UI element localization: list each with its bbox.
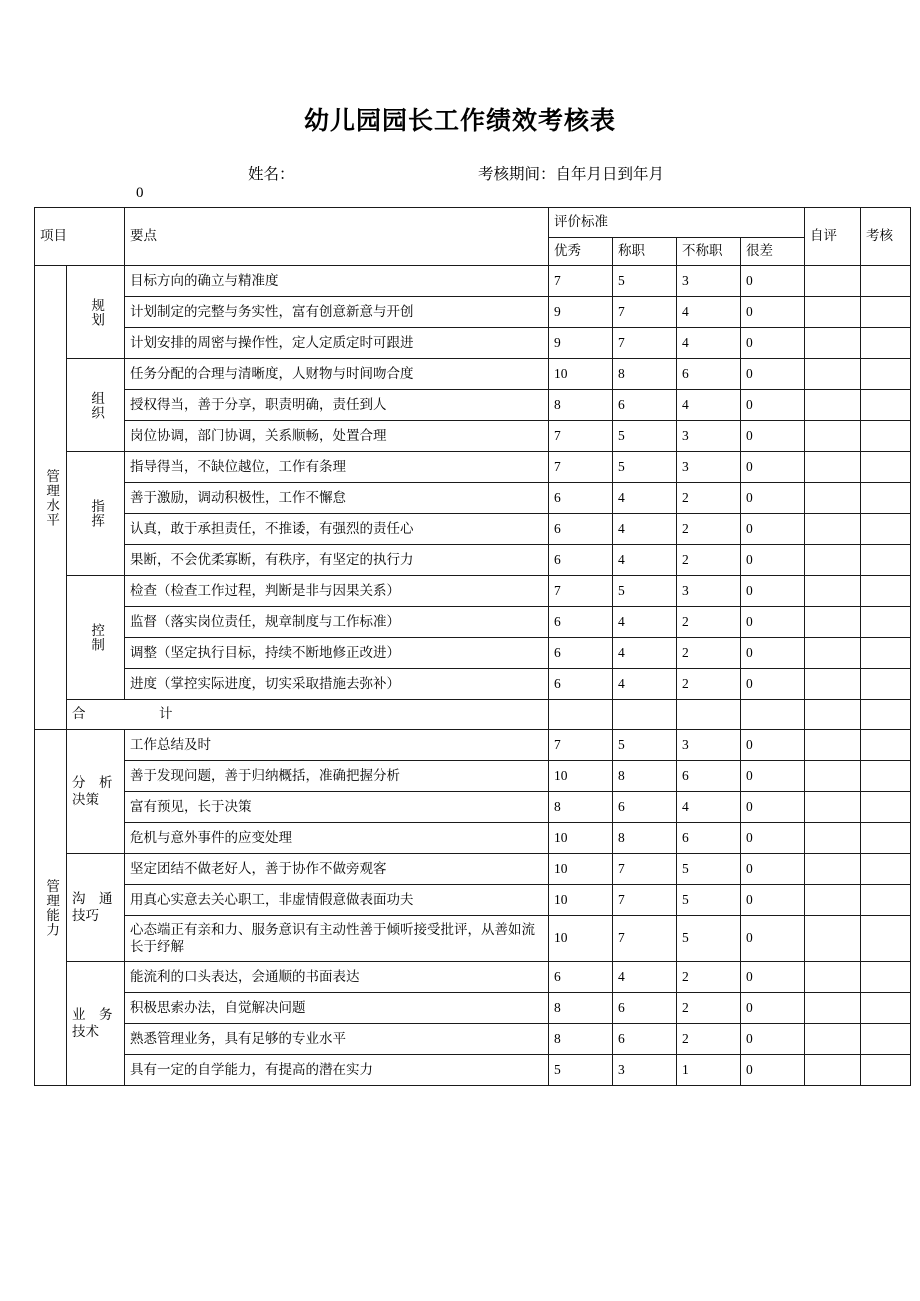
score-poor: 0 (741, 514, 805, 545)
score-competent: 4 (613, 545, 677, 576)
assessment-input[interactable] (861, 545, 911, 576)
assessment-input[interactable] (861, 483, 911, 514)
total-poor[interactable] (741, 700, 805, 730)
score-competent: 6 (613, 1024, 677, 1055)
self-eval-input[interactable] (805, 328, 861, 359)
score-poor: 0 (741, 962, 805, 993)
score-excellent: 6 (549, 514, 613, 545)
score-excellent: 10 (549, 823, 613, 854)
score-competent: 7 (613, 916, 677, 962)
group-label-text: 规划 (89, 297, 105, 327)
score-incompetent: 2 (677, 1024, 741, 1055)
score-excellent: 6 (549, 607, 613, 638)
score-excellent: 7 (549, 452, 613, 483)
self-eval-input[interactable] (805, 297, 861, 328)
assessment-input[interactable] (861, 885, 911, 916)
score-incompetent: 4 (677, 297, 741, 328)
score-competent: 4 (613, 638, 677, 669)
score-excellent: 7 (549, 266, 613, 297)
point-text: 计划制定的完整与务实性，富有创意新意与开创 (125, 297, 549, 328)
point-text: 认真，敢于承担责任，不推诿，有强烈的责任心 (125, 514, 549, 545)
point-text: 指导得当，不缺位越位，工作有条理 (125, 452, 549, 483)
point-text: 目标方向的确立与精准度 (125, 266, 549, 297)
table-row (35, 761, 911, 792)
score-poor: 0 (741, 761, 805, 792)
score-poor: 0 (741, 730, 805, 761)
score-incompetent: 2 (677, 669, 741, 700)
score-competent: 5 (613, 576, 677, 607)
point-text: 能流利的口头表达，会通顺的书面表达 (125, 962, 549, 993)
self-eval-input[interactable] (805, 1055, 861, 1086)
score-excellent: 6 (549, 669, 613, 700)
score-excellent: 7 (549, 421, 613, 452)
score-competent: 7 (613, 328, 677, 359)
total-label: 合 计 (67, 700, 549, 730)
group-label-text: 指挥 (89, 499, 105, 528)
score-excellent: 6 (549, 545, 613, 576)
header-criteria-group: 评价标准 (549, 208, 805, 238)
score-competent: 7 (613, 885, 677, 916)
table-row (35, 638, 911, 669)
self-eval-input[interactable] (805, 514, 861, 545)
group-label (67, 452, 125, 576)
score-incompetent: 6 (677, 359, 741, 390)
header-assessment: 考核 (861, 208, 911, 266)
score-incompetent: 6 (677, 761, 741, 792)
score-poor: 0 (741, 916, 805, 962)
period-field-label: 考核期间：自年月日到年月 (478, 165, 665, 183)
score-incompetent: 1 (677, 1055, 741, 1086)
score-competent: 5 (613, 421, 677, 452)
table-row (35, 885, 911, 916)
table-row (35, 962, 911, 993)
score-incompetent: 5 (677, 916, 741, 962)
table-row (35, 792, 911, 823)
score-excellent: 8 (549, 390, 613, 421)
score-poor: 0 (741, 792, 805, 823)
score-competent: 5 (613, 266, 677, 297)
score-incompetent: 2 (677, 962, 741, 993)
table-body (35, 266, 911, 1086)
section-label-text: 管理能力 (44, 878, 60, 937)
score-competent: 8 (613, 823, 677, 854)
assessment-input[interactable] (861, 761, 911, 792)
group-label-text: 控制 (89, 623, 105, 652)
score-excellent: 10 (549, 359, 613, 390)
self-eval-input[interactable] (805, 421, 861, 452)
group-label (67, 359, 125, 452)
group-label (67, 730, 125, 854)
assessment-input[interactable] (861, 266, 911, 297)
score-incompetent: 4 (677, 390, 741, 421)
header-project: 项目 (35, 208, 125, 266)
score-incompetent: 3 (677, 730, 741, 761)
assessment-input[interactable] (861, 669, 911, 700)
point-text: 检查（检查工作过程，判断是非与因果关系） (125, 576, 549, 607)
self-eval-input[interactable] (805, 730, 861, 761)
score-incompetent: 3 (677, 421, 741, 452)
score-competent: 6 (613, 792, 677, 823)
self-eval-input[interactable] (805, 854, 861, 885)
self-eval-input[interactable] (805, 916, 861, 962)
score-competent: 6 (613, 390, 677, 421)
score-poor: 0 (741, 1024, 805, 1055)
header-point: 要点 (125, 208, 549, 266)
group-label-line1: 分 析 (72, 774, 113, 790)
score-competent: 3 (613, 1055, 677, 1086)
table-row (35, 483, 911, 514)
assessment-input[interactable] (861, 359, 911, 390)
table-row (35, 359, 911, 390)
score-incompetent: 5 (677, 885, 741, 916)
group-label (67, 266, 125, 359)
point-text: 积极思索办法，自觉解决问题 (125, 993, 549, 1024)
assessment-input[interactable] (861, 607, 911, 638)
table-row (35, 421, 911, 452)
score-poor: 0 (741, 993, 805, 1024)
score-incompetent: 2 (677, 514, 741, 545)
group-label-line1: 业 务 (72, 1006, 113, 1022)
score-poor: 0 (741, 823, 805, 854)
score-incompetent: 3 (677, 266, 741, 297)
score-incompetent: 5 (677, 854, 741, 885)
table-row (35, 576, 911, 607)
assessment-input[interactable] (861, 297, 911, 328)
score-excellent: 10 (549, 916, 613, 962)
score-poor: 0 (741, 607, 805, 638)
point-text: 任务分配的合理与清晰度，人财物与时间吻合度 (125, 359, 549, 390)
point-text: 用真心实意去关心职工，非虚情假意做表面功夫 (125, 885, 549, 916)
assessment-input[interactable] (861, 823, 911, 854)
score-incompetent: 2 (677, 638, 741, 669)
score-excellent: 8 (549, 792, 613, 823)
score-excellent: 6 (549, 638, 613, 669)
self-eval-input[interactable] (805, 962, 861, 993)
score-incompetent: 2 (677, 607, 741, 638)
point-text: 危机与意外事件的应变处理 (125, 823, 549, 854)
table-row (35, 390, 911, 421)
table-row (35, 545, 911, 576)
score-competent: 4 (613, 607, 677, 638)
group-label-line2: 技术 (72, 1023, 99, 1039)
self-eval-input[interactable] (805, 761, 861, 792)
self-eval-input[interactable] (805, 823, 861, 854)
self-eval-input[interactable] (805, 1024, 861, 1055)
score-poor: 0 (741, 854, 805, 885)
score-poor: 0 (741, 328, 805, 359)
score-excellent: 6 (549, 483, 613, 514)
assessment-input[interactable] (861, 390, 911, 421)
section-label-text: 管理水平 (44, 468, 60, 527)
self-eval-input[interactable] (805, 669, 861, 700)
self-eval-input[interactable] (805, 885, 861, 916)
score-competent: 4 (613, 669, 677, 700)
self-eval-input[interactable] (805, 607, 861, 638)
self-eval-input[interactable] (805, 576, 861, 607)
assessment-input[interactable] (861, 576, 911, 607)
assessment-input[interactable] (861, 993, 911, 1024)
point-text: 熟悉管理业务，具有足够的专业水平 (125, 1024, 549, 1055)
score-excellent: 8 (549, 1024, 613, 1055)
total-competent[interactable] (613, 700, 677, 730)
score-poor: 0 (741, 885, 805, 916)
assessment-input[interactable] (861, 638, 911, 669)
header-criteria-competent: 称职 (613, 238, 677, 266)
group-label (67, 576, 125, 700)
score-incompetent: 2 (677, 483, 741, 514)
group-label-line1: 沟 通 (72, 890, 113, 906)
header-criteria-poor: 很差 (741, 238, 805, 266)
score-competent: 8 (613, 359, 677, 390)
score-competent: 5 (613, 730, 677, 761)
point-text: 具有一定的自学能力，有提高的潜在实力 (125, 1055, 549, 1086)
group-label (67, 962, 125, 1086)
table-row (35, 514, 911, 545)
score-poor: 0 (741, 359, 805, 390)
total-self-eval[interactable] (805, 700, 861, 730)
header-self-eval: 自评 (805, 208, 861, 266)
meta-row (0, 136, 920, 184)
point-text: 进度（掌控实际进度，切实采取措施去弥补） (125, 669, 549, 700)
group-label-line2: 决策 (72, 791, 99, 807)
group-label (67, 854, 125, 962)
table-row (35, 1055, 911, 1086)
table-row (35, 854, 911, 885)
score-poor: 0 (741, 483, 805, 514)
score-competent: 7 (613, 854, 677, 885)
self-eval-input[interactable] (805, 792, 861, 823)
header-criteria-incompetent: 不称职 (677, 238, 741, 266)
score-competent: 4 (613, 514, 677, 545)
table-row (35, 452, 911, 483)
score-excellent: 10 (549, 885, 613, 916)
point-text: 监督（落实岗位责任，规章制度与工作标准） (125, 607, 549, 638)
score-poor: 0 (741, 669, 805, 700)
table-header (35, 208, 911, 266)
section-label (35, 266, 67, 730)
assessment-input[interactable] (861, 421, 911, 452)
score-competent: 4 (613, 483, 677, 514)
score-poor: 0 (741, 1055, 805, 1086)
assessment-input[interactable] (861, 730, 911, 761)
score-excellent: 9 (549, 328, 613, 359)
point-text: 调整（坚定执行目标，持续不断地修正改进） (125, 638, 549, 669)
total-row (35, 700, 911, 730)
assessment-input[interactable] (861, 916, 911, 962)
table-row (35, 993, 911, 1024)
score-poor: 0 (741, 297, 805, 328)
page-title: 幼儿园园长工作绩效考核表 (303, 107, 616, 135)
score-excellent: 9 (549, 297, 613, 328)
assessment-input[interactable] (861, 854, 911, 885)
table-row (35, 1024, 911, 1055)
table-row (35, 297, 911, 328)
total-incompetent[interactable] (677, 700, 741, 730)
group-label-line2: 技巧 (72, 907, 99, 923)
point-text: 工作总结及时 (125, 730, 549, 761)
self-eval-input[interactable] (805, 545, 861, 576)
assessment-input[interactable] (861, 1055, 911, 1086)
point-text: 善于激励，调动积极性，工作不懈怠 (125, 483, 549, 514)
assessment-input[interactable] (861, 514, 911, 545)
point-text: 授权得当，善于分享，职责明确，责任到人 (125, 390, 549, 421)
score-competent: 5 (613, 452, 677, 483)
score-poor: 0 (741, 452, 805, 483)
score-competent: 8 (613, 761, 677, 792)
assessment-input[interactable] (861, 1024, 911, 1055)
score-competent: 7 (613, 297, 677, 328)
score-incompetent: 6 (677, 823, 741, 854)
table-row (35, 730, 911, 761)
point-text: 善于发现问题，善于归纳概括，准确把握分析 (125, 761, 549, 792)
score-incompetent: 4 (677, 328, 741, 359)
table-row (35, 669, 911, 700)
score-excellent: 6 (549, 962, 613, 993)
score-competent: 6 (613, 993, 677, 1024)
stray-zero-mark: 0 (136, 185, 144, 201)
point-text: 坚定团结不做老好人，善于协作不做旁观客 (125, 854, 549, 885)
score-incompetent: 4 (677, 792, 741, 823)
name-field-label: 姓名： (248, 165, 295, 183)
score-excellent: 7 (549, 576, 613, 607)
score-incompetent: 3 (677, 452, 741, 483)
score-excellent: 10 (549, 761, 613, 792)
score-poor: 0 (741, 576, 805, 607)
score-excellent: 7 (549, 730, 613, 761)
score-excellent: 10 (549, 854, 613, 885)
total-excellent[interactable] (549, 700, 613, 730)
score-poor: 0 (741, 638, 805, 669)
assessment-input[interactable] (861, 452, 911, 483)
point-text: 心态端正有亲和力、服务意识有主动性善于倾听接受批评，从善如流长于纾解 (125, 916, 549, 962)
table-row (35, 916, 911, 962)
score-poor: 0 (741, 545, 805, 576)
self-eval-input[interactable] (805, 359, 861, 390)
self-eval-input[interactable] (805, 390, 861, 421)
header-row-top (35, 208, 911, 238)
point-text: 果断，不会优柔寡断，有秩序，有坚定的执行力 (125, 545, 549, 576)
score-poor: 0 (741, 390, 805, 421)
total-assessment[interactable] (861, 700, 911, 730)
assessment-table (34, 207, 911, 1086)
point-text: 计划安排的周密与操作性，定人定质定时可跟进 (125, 328, 549, 359)
score-excellent: 8 (549, 993, 613, 1024)
table-row (35, 328, 911, 359)
score-incompetent: 2 (677, 993, 741, 1024)
table-row (35, 607, 911, 638)
assessment-input[interactable] (861, 962, 911, 993)
self-eval-input[interactable] (805, 266, 861, 297)
score-poor: 0 (741, 266, 805, 297)
score-poor: 0 (741, 421, 805, 452)
score-competent: 4 (613, 962, 677, 993)
assessment-input[interactable] (861, 792, 911, 823)
point-text: 岗位协调，部门协调，关系顺畅，处置合理 (125, 421, 549, 452)
table-row (35, 823, 911, 854)
assessment-input[interactable] (861, 328, 911, 359)
score-excellent: 5 (549, 1055, 613, 1086)
self-eval-input[interactable] (805, 452, 861, 483)
self-eval-input[interactable] (805, 638, 861, 669)
header-criteria-excellent: 优秀 (549, 238, 613, 266)
table-row (35, 266, 911, 297)
point-text: 富有预见，长于决策 (125, 792, 549, 823)
score-incompetent: 3 (677, 576, 741, 607)
section-label (35, 730, 67, 1086)
score-incompetent: 2 (677, 545, 741, 576)
group-label-text: 组织 (89, 390, 105, 420)
self-eval-input[interactable] (805, 993, 861, 1024)
self-eval-input[interactable] (805, 483, 861, 514)
